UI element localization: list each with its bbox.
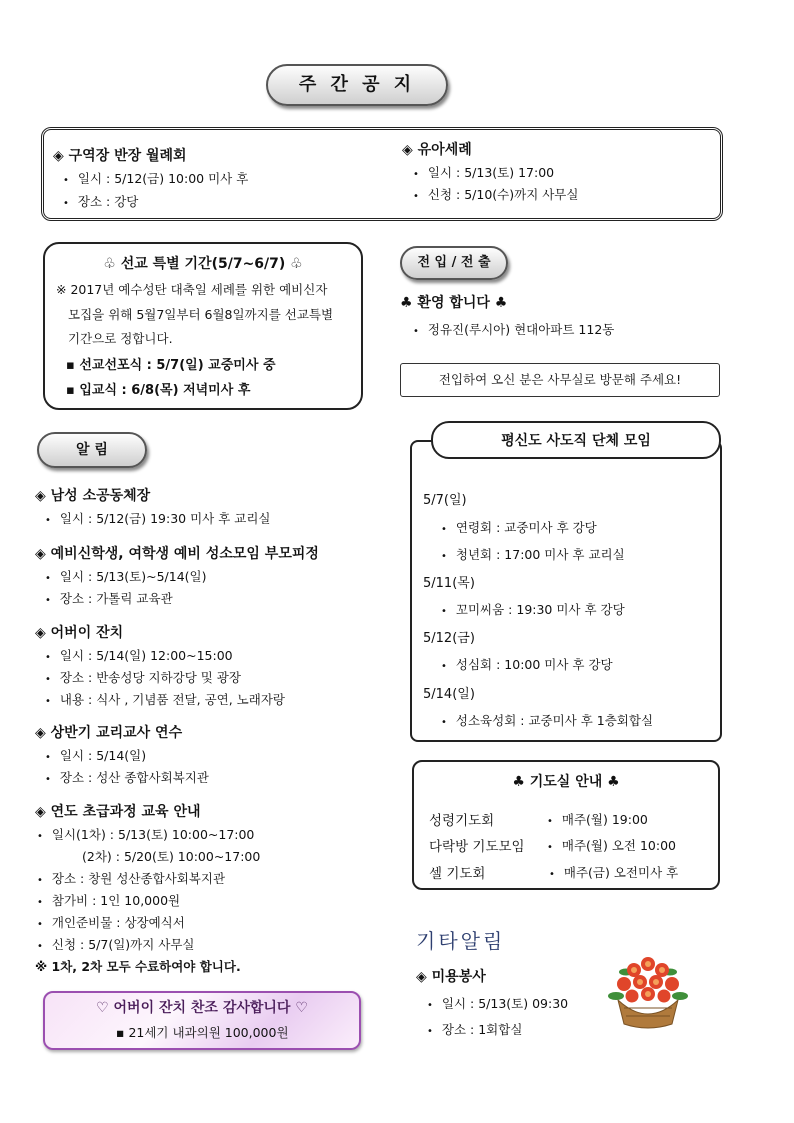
prayer-name: 셀 기도회	[429, 866, 486, 882]
notice-item: • 일시 : 5/12(금) 19:30 미사 후 교리실	[45, 509, 270, 527]
meeting-item: • 장소 : 강당	[63, 192, 138, 210]
beauty-item: • 장소 : 1회합실	[427, 1020, 522, 1038]
mission-note: 기간으로 정합니다.	[68, 331, 173, 346]
baptism-item: • 일시 : 5/13(토) 17:00	[413, 163, 554, 181]
edu-item: • 일시(1차) : 5/13(토) 10:00~17:00	[37, 825, 254, 843]
flower-basket-icon	[606, 950, 690, 1030]
mission-note: ※ 2017년 예수성탄 대축일 세례를 위한 예비신자	[56, 282, 328, 297]
notice-item: • 내용 : 식사 , 기념품 전달, 공연, 노래자랑	[45, 690, 285, 708]
other-title: 기타알림	[416, 929, 506, 953]
thanks-title: ♡ 어버이 잔치 찬조 감사합니다 ♡	[96, 1000, 308, 1016]
notice-item: • 장소 : 가톨릭 교육관	[45, 589, 173, 607]
notice-item: • 일시 : 5/14(일)	[45, 746, 146, 764]
group-date: 5/14(일)	[423, 687, 475, 702]
meeting-heading: ◈ 구역장 반장 월례회	[53, 148, 187, 164]
group-date: 5/11(목)	[423, 576, 475, 591]
baptism-item: • 신청 : 5/10(수)까지 사무실	[413, 185, 578, 203]
prayer-name: 다락방 기도모임	[429, 839, 525, 855]
notice-heading: ◈ 상반기 교리교사 연수	[35, 725, 183, 741]
notice-item: • 일시 : 5/13(토)~5/14(일)	[45, 567, 207, 585]
prayer-name: 성령기도회	[429, 813, 495, 829]
notice-item: • 장소 : 반송성당 지하강당 및 광장	[45, 668, 241, 686]
group-date: 5/7(일)	[423, 493, 467, 508]
edu-note: ※ 1차, 2차 모두 수료하여야 합니다.	[35, 959, 241, 974]
notices-pill	[37, 432, 147, 468]
prayer-time: • 매주(월) 오전 10:00	[547, 836, 676, 854]
notice-item: • 일시 : 5/14(일) 12:00~15:00	[45, 646, 233, 664]
prayer-title: ♣ 기도실 안내 ♣	[512, 774, 620, 790]
notices-pill-text: 알 림	[76, 442, 108, 458]
meeting-item: • 일시 : 5/12(금) 10:00 미사 후	[63, 169, 248, 187]
transfer-notice	[400, 363, 720, 397]
notice-item: • 장소 : 성산 종합사회복지관	[45, 768, 209, 786]
thanks-item: ▪ 21세기 내과의원 100,000원	[116, 1025, 289, 1040]
prayer-time: • 매주(금) 오전미사 후	[549, 863, 678, 881]
groups-title: 평신도 사도직 단체 모임	[501, 433, 651, 449]
mission-title: ♧ 선교 특별 기간(5/7~6/7) ♧	[103, 256, 303, 272]
page-title-text: 주 간 공 지	[298, 74, 416, 95]
group-item: • 연령회 : 교중미사 후 강당	[441, 518, 597, 536]
transfer-pill-text: 전 입 / 전 출	[417, 255, 491, 270]
group-date: 5/12(금)	[423, 631, 475, 646]
edu-item: (2차) : 5/20(토) 10:00~17:00	[82, 849, 261, 864]
notice-heading: ◈ 남성 소공동체장	[35, 488, 151, 504]
baptism-heading: ◈ 유아세례	[402, 142, 472, 158]
edu-item: • 개인준비물 : 상장예식서	[37, 913, 185, 931]
transfer-notice-text: 전입하여 오신 분은 사무실로 방문해 주세요!	[438, 372, 682, 387]
notice-heading: ◈ 예비신학생, 여학생 예비 성소모임 부모피정	[35, 546, 319, 562]
beauty-heading: ◈ 미용봉사	[416, 969, 486, 985]
group-item: • 청년회 : 17:00 미사 후 교리실	[441, 545, 625, 563]
mission-note: 모집을 위해 5월7일부터 6월8일까지를 선교특별	[68, 307, 334, 322]
edu-item: • 장소 : 창원 성산종합사회복지관	[37, 869, 225, 887]
mission-event: ▪ 선교선포식 : 5/7(일) 교중미사 중	[66, 358, 276, 373]
group-item: • 성심회 : 10:00 미사 후 강당	[441, 655, 613, 673]
beauty-item: • 일시 : 5/13(토) 09:30	[427, 994, 568, 1012]
page-title	[266, 64, 448, 106]
mission-event: ▪ 입교식 : 6/8(목) 저녁미사 후	[66, 383, 251, 398]
edu-heading: ◈ 연도 초급과정 교육 안내	[35, 804, 201, 820]
groups-title-tab	[431, 421, 721, 459]
prayer-time: • 매주(월) 19:00	[547, 810, 648, 828]
welcome-item: • 정유진(루시아) 현대아파트 112동	[413, 320, 614, 338]
group-item: • 성소육성회 : 교중미사 후 1층회합실	[441, 711, 653, 729]
transfer-pill	[400, 246, 508, 280]
group-item: • 꼬미씨움 : 19:30 미사 후 강당	[441, 600, 625, 618]
welcome-heading: ♣ 환영 합니다 ♣	[400, 295, 508, 311]
notice-heading: ◈ 어버이 잔치	[35, 625, 124, 641]
edu-item: • 참가비 : 1인 10,000원	[37, 891, 180, 909]
edu-item: • 신청 : 5/7(일)까지 사무실	[37, 935, 195, 953]
